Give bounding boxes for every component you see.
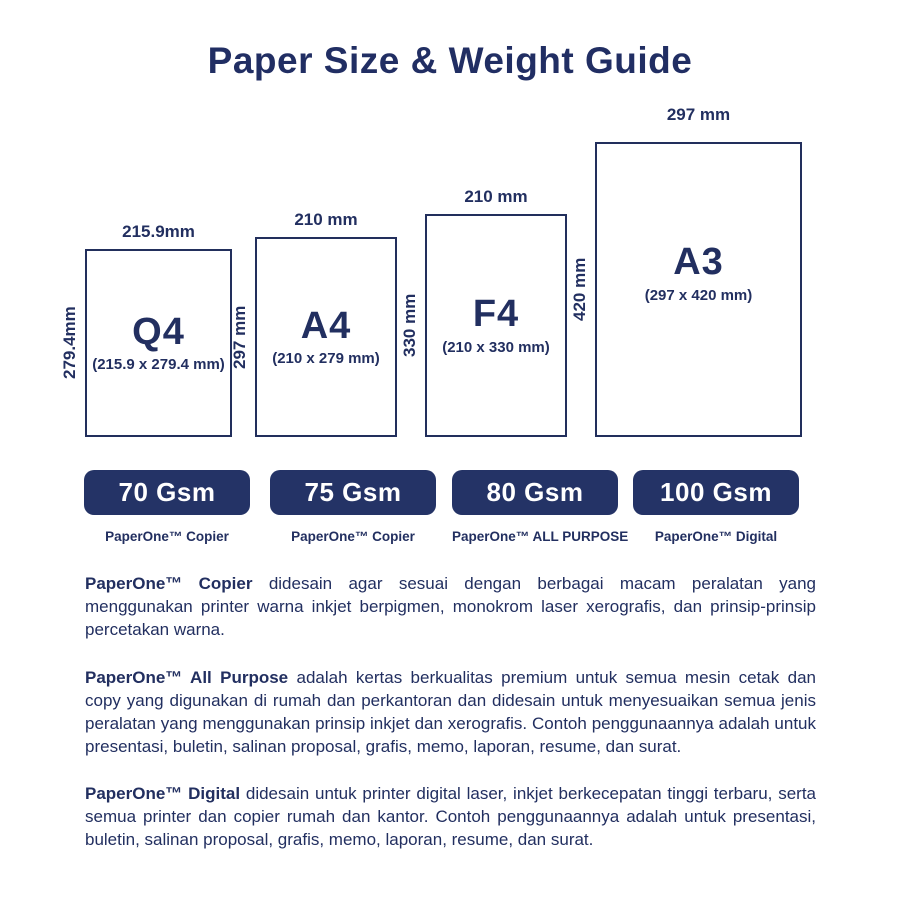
description-digital-body: didesain untuk printer digital laser, inkjet berkecepatan tinggi terbaru, serta semua printer dan copier rumah dan kantor. Contoh penggunaannya adalah untuk presentasi, buletin, salinan proposal, grafis, memo, laporan, resume, dan surat. xyxy=(85,784,816,849)
a3-width-label: 297 mm xyxy=(666,105,731,124)
weight-group-80gsm xyxy=(452,470,629,544)
gsm-badge-75: 75 Gsm xyxy=(270,470,436,515)
weight-group-75gsm xyxy=(270,470,436,544)
gsm-badge-100: 100 Gsm xyxy=(633,470,799,515)
description-copier-body: didesain agar sesuai dengan berbagai macam peralatan yang menggunakan printer warna inkjet berpigmen, monokrom laser xerografis, dan prinsip-prinsip percetakan warna. xyxy=(85,574,816,639)
description-copier-lead: PaperOne™ Copier xyxy=(85,574,253,593)
product-label-70: PaperOne™ Copier xyxy=(105,529,229,544)
f4-sheet-caption xyxy=(442,295,550,356)
a4-size-name: A4 xyxy=(300,304,352,347)
f4-height-label: 330 mm xyxy=(400,293,419,358)
product-label-100: PaperOne™ Digital xyxy=(654,529,778,544)
description-all-purpose-lead: PaperOne™ All Purpose xyxy=(85,668,289,687)
product-label-80: PaperOne™ ALL PURPOSE xyxy=(452,529,629,544)
q4-size-name: Q4 xyxy=(132,310,185,353)
f4-width-label: 210 mm xyxy=(464,187,528,206)
weight-group-100gsm xyxy=(633,470,799,544)
a3-size-dims: (297 x 420 mm) xyxy=(644,286,753,304)
q4-height-label: 279.4mm xyxy=(60,306,79,380)
a3-size-name: A3 xyxy=(673,241,724,284)
description-digital xyxy=(85,782,816,851)
a4-size-dims: (210 x 279 mm) xyxy=(272,350,380,368)
a4-width-label: 210 mm xyxy=(294,210,358,229)
q4-width-label: 215.9mm xyxy=(122,222,195,241)
q4-sheet-caption xyxy=(92,310,225,374)
gsm-badge-70: 70 Gsm xyxy=(84,470,250,515)
product-label-75: PaperOne™ Copier xyxy=(291,529,415,544)
q4-paper-sheet xyxy=(85,249,232,437)
f4-paper-sheet xyxy=(425,214,567,437)
description-all-purpose xyxy=(85,666,816,758)
page-title: Paper Size & Weight Guide xyxy=(207,40,693,81)
weight-group-70gsm xyxy=(84,470,250,544)
a3-paper-sheet xyxy=(595,142,802,437)
a3-sheet-caption xyxy=(645,243,753,304)
a4-height-label: 297 mm xyxy=(230,305,249,369)
description-all-purpose-body: adalah kertas berkualitas premium untuk semua mesin cetak dan copy yang digunakan di rumah dan perkantoran dan didesain untuk menyesuaikan semua jenis peralatan yang menggunakan prinsip inkjet dan xerografis. Contoh penggunaannya adalah untuk presentasi, buletin, salinan proposal, grafis, memo, laporan, resume, dan surat. xyxy=(85,668,816,756)
description-copier xyxy=(85,572,816,641)
gsm-badge-80: 80 Gsm xyxy=(452,470,618,515)
a4-paper-sheet xyxy=(255,237,397,437)
description-digital-lead: PaperOne™ Digital xyxy=(85,784,241,803)
a3-height-label: 420 mm xyxy=(570,257,589,322)
q4-size-dims: (215.9 x 279.4 mm) xyxy=(92,356,225,374)
a4-sheet-caption xyxy=(272,304,380,368)
f4-size-dims: (210 x 330 mm) xyxy=(442,338,550,356)
f4-size-name: F4 xyxy=(472,293,520,336)
